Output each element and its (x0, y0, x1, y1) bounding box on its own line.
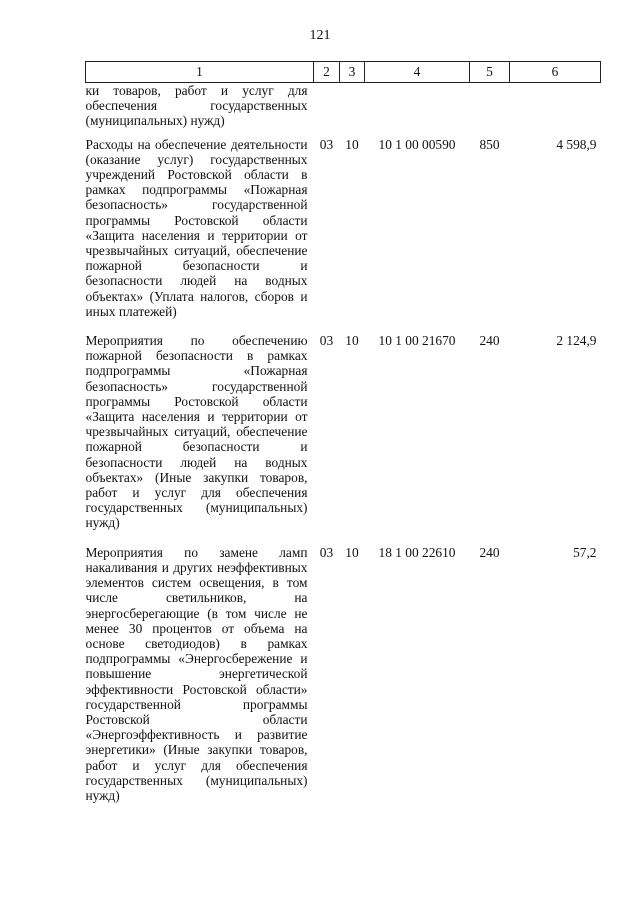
row-amount: 57,2 (573, 544, 597, 560)
header-col-3: 3 (340, 62, 365, 83)
row-description: Мероприятия по обеспечению пожарной безопасности в рамках подпрограммы «Пожарная безопасность» государственной программы Ростовской области «Защита населения и территории от чрезвычайных ситуаций, обеспечение пожарной безопасности и безопасности людей на водных объектах» (Иные закупки товаров, работ и услуг для обеспечения государственных (муниципальных) нужд) (85, 333, 308, 531)
row-expense-type: 240 (479, 544, 500, 560)
empty-cell (470, 83, 510, 129)
header-col-5: 5 (470, 62, 510, 83)
row-section-code: 03 (319, 136, 334, 152)
row-target-article: 10 1 00 21670 (378, 333, 456, 349)
header-col-6: 6 (510, 62, 601, 83)
row-target-article: 10 1 00 00590 (378, 136, 456, 152)
header-col-4: 4 (365, 62, 470, 83)
page-number: 121 (309, 28, 331, 43)
row-target-article: 18 1 00 22610 (378, 544, 456, 560)
header-row (86, 62, 601, 83)
row-expense-type: 850 (479, 136, 500, 152)
row-description: Расходы на обеспечение деятельности (оказание услуг) государственных учреждений Ростовской области в рамках подпрограммы «Пожарная безопасность» государственной программы Ростовской области «Защита населения и территории от чрезвычайных ситуаций, обеспечение пожарной безопасности и безопасности людей на водных объектах» (Уплата налогов, сборов и иных платежей) (85, 136, 308, 319)
table-header (86, 62, 601, 83)
table-row-continuation (86, 83, 601, 129)
header-col-1: 1 (86, 62, 314, 83)
table-body (86, 83, 601, 810)
row-amount: 4 598,9 (556, 136, 597, 152)
empty-cell (340, 83, 365, 129)
row-description: Мероприятия по замене ламп накаливания и других неэффективных элементов систем освещения, в том числе светильников, на энергосберегающие (в том числе не менее 30 процентов от объема на основе светодиодов) в рамках подпрограммы «Энергосбережение и повышение энергетической эффективности Ростовской области» государственной программы Ростовской области «Энергоэффективность и развитие энергетики» (Иные закупки товаров, работ и услуг для обеспечения государственных (муниципальных) нужд) (85, 544, 308, 803)
empty-cell (314, 83, 340, 129)
row-expense-type: 240 (479, 333, 500, 349)
row-subsection-code: 10 (345, 333, 359, 349)
row-subsection-code: 10 (345, 544, 359, 560)
empty-cell (510, 83, 601, 129)
empty-cell (365, 83, 470, 129)
continuation-description: ки товаров, работ и услуг для обеспечения государственных (муниципальных) нужд) (85, 83, 308, 129)
row-amount: 2 124,9 (556, 333, 597, 349)
table-row (86, 325, 601, 537)
table-row (86, 537, 601, 809)
row-subsection-code: 10 (345, 136, 359, 152)
row-section-code: 03 (319, 333, 334, 349)
table-row (86, 129, 601, 325)
budget-table (85, 61, 601, 809)
header-col-2: 2 (314, 62, 340, 83)
row-section-code: 03 (319, 544, 334, 560)
